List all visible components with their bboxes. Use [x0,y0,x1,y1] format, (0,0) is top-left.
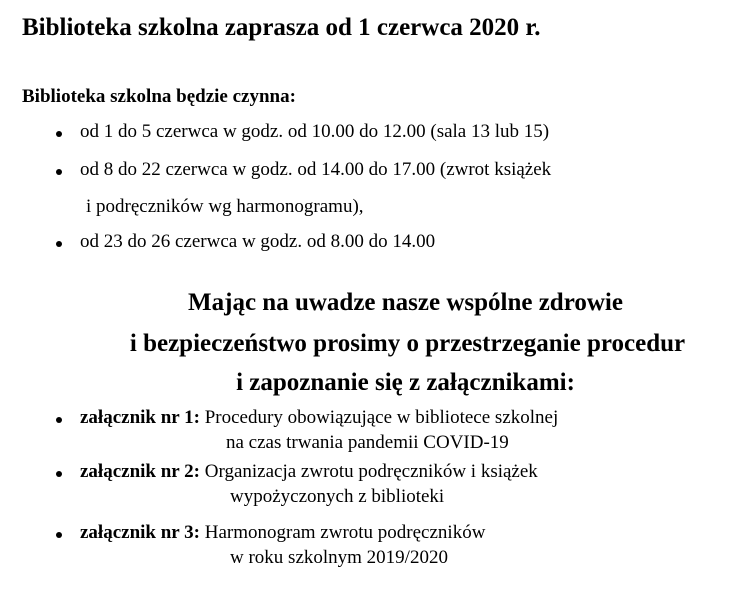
notice-line-3: i zapoznanie się z załącznikami: [236,369,575,396]
bullet-icon [56,532,62,538]
bullet-icon [56,417,62,423]
attachment-item-1 [80,407,558,429]
attachment-item-3 [80,522,485,544]
attachment-item-2-continuation: wypożyczonych z biblioteki [230,486,445,507]
attachment-item-2 [80,461,538,483]
attachment-label: załącznik nr 2: [80,461,200,482]
hours-item-1: od 1 do 5 czerwca w godz. od 10.00 do 12.00 (sala 13 lub 15) [80,121,550,142]
hours-item-2: od 8 do 22 czerwca w godz. od 14.00 do 17.00 (zwrot książek [80,159,552,180]
bullet-icon [56,241,62,247]
attachment-text: Harmonogram zwrotu podręczników [199,522,486,543]
attachment-item-3-continuation: w roku szkolnym 2019/2020 [230,547,448,568]
notice-line-1: Mając na uwadze nasze wspólne zdrowie [188,289,623,316]
bullet-icon [56,131,62,137]
page-title: Biblioteka szkolna zaprasza od 1 czerwca 2020 r. [22,14,541,41]
opening-hours-intro: Biblioteka szkolna będzie czynna: [22,86,296,107]
attachment-label: załącznik nr 1: [80,407,200,428]
notice-line-2: i bezpieczeństwo prosimy o przestrzeganie procedur [129,330,686,357]
attachment-label: załącznik nr 3: [80,522,200,543]
bullet-icon [56,169,62,175]
hours-item-3: od 23 do 26 czerwca w godz. od 8.00 do 14.00 [80,231,436,252]
attachment-text: Procedury obowiązujące w bibliotece szkolnej [199,407,559,428]
bullet-icon [56,471,62,477]
attachment-text: Organizacja zwrotu podręczników i książek [199,461,538,482]
hours-item-2-continuation: i podręczników wg harmonogramu), [86,196,364,217]
attachment-item-1-continuation: na czas trwania pandemii COVID-19 [226,432,509,453]
